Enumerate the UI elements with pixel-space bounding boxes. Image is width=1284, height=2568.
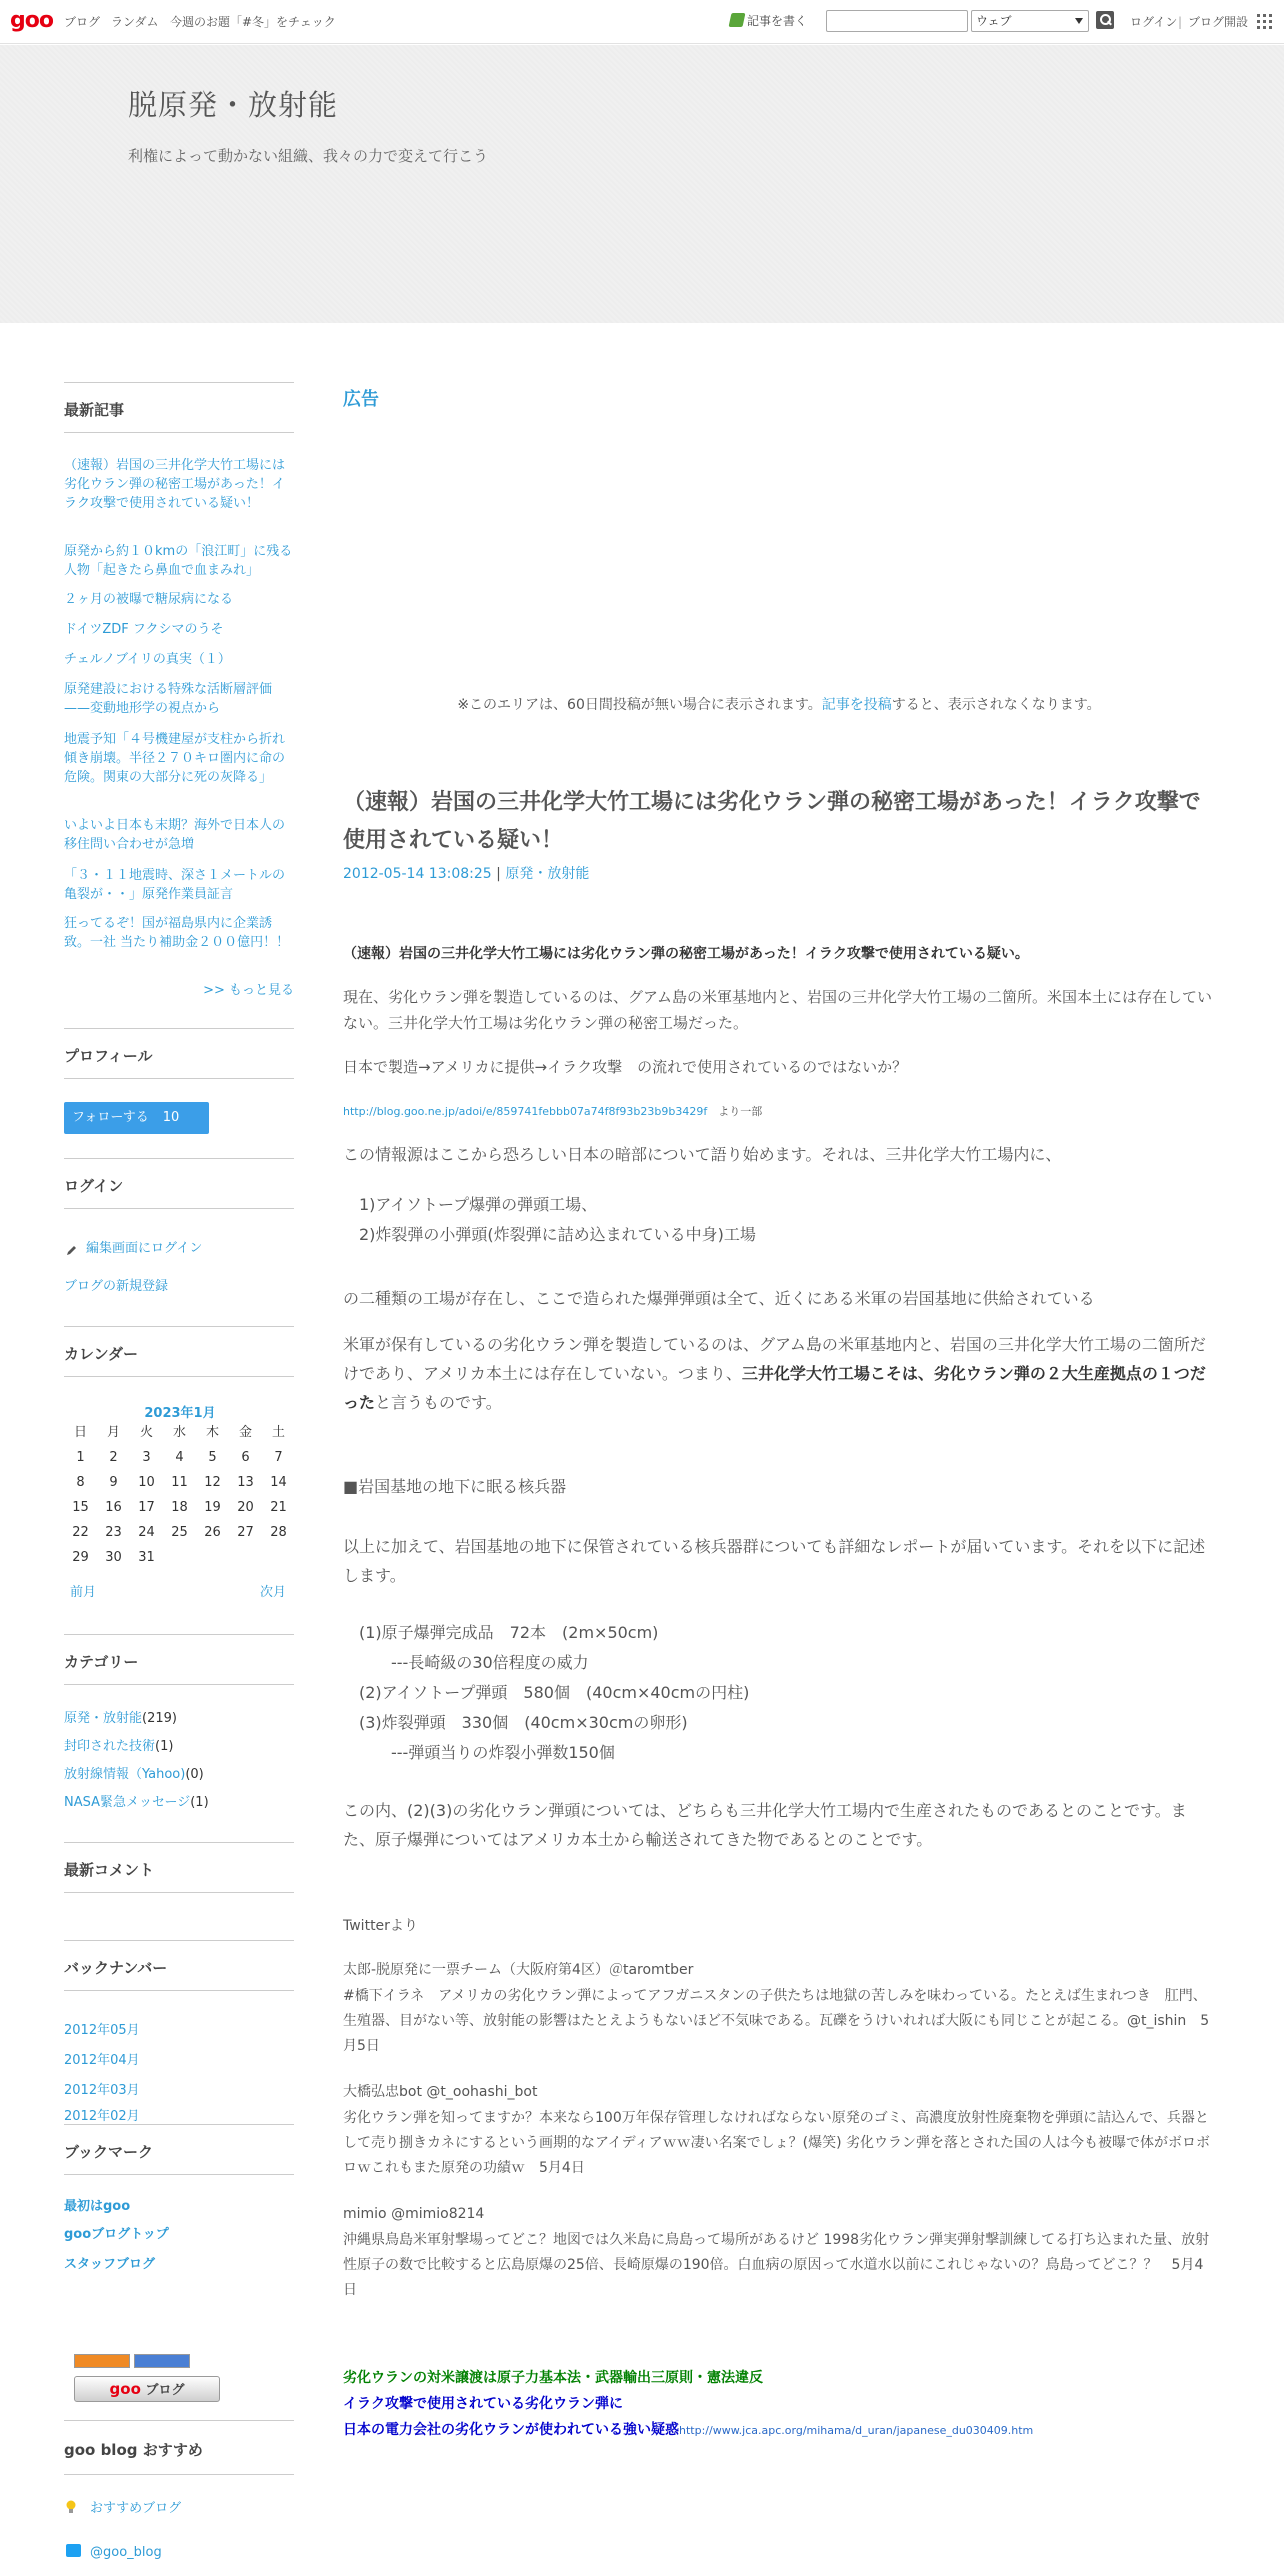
- calendar-day: 16: [105, 1500, 122, 1515]
- body-paragraph: 米軍が保有しているの劣化ウラン弾を製造しているのは、グアム島の米軍基地内と、岩国の三井化学大竹工場の二箇所だけであり、アメリカ本土には存在していない。つまり、三井化学大竹工場こそは、劣化ウラン弾の２大生産拠点の１つだったと言うものです。: [343, 1335, 1206, 1412]
- recent-article-link[interactable]: （速報）岩国の三井化学大竹工場には劣化ウラン弾の秘密工場があった！イラク攻撃で使用されている疑い！: [64, 458, 286, 511]
- calendar-day: 21: [270, 1500, 287, 1515]
- search-button[interactable]: [1096, 11, 1114, 29]
- category-item[interactable]: 放射線情報（Yahoo)(0): [64, 1767, 204, 1782]
- backnumber-link[interactable]: 2012年02月: [64, 2109, 140, 2124]
- calendar-weekday: 日: [73, 1425, 87, 1440]
- category-item[interactable]: NASA緊急メッセージ(1): [64, 1795, 209, 1810]
- divider: [64, 382, 294, 383]
- register-blog-link[interactable]: ブログの新規登録: [64, 1279, 169, 1294]
- calendar-day: 24: [138, 1525, 155, 1540]
- calendar-day: 7: [274, 1450, 283, 1465]
- tweet-author: 大橋弘忠bot @t_oohashi_bot: [343, 2084, 538, 2100]
- bookmark-title: ブックマーク: [64, 2143, 153, 2161]
- tweet-author: 太郎-脱原発に一票チーム（大阪府第4区）＠taromtber: [343, 1962, 694, 1978]
- calendar-day: 31: [138, 1550, 155, 1565]
- recent-article-link[interactable]: チェルノブイリの真実（１）: [64, 652, 231, 667]
- backnumber-title: バックナンバー: [64, 1959, 168, 1977]
- calendar-day: 5: [208, 1450, 217, 1465]
- related-link[interactable]: イラク攻撃で使用されている劣化ウラン弾に: [343, 2396, 623, 2412]
- edit-login-link[interactable]: 編集画面にログイン: [86, 1241, 203, 1256]
- weapons-list-item: ---弾頭当りの炸裂小弾数150個: [343, 1743, 615, 1762]
- calendar-day: 1: [76, 1450, 85, 1465]
- divider: [64, 1940, 294, 1941]
- calendar-day: 19: [204, 1500, 221, 1515]
- topbar-separator: |: [1178, 15, 1183, 29]
- recent-article-link[interactable]: 原発建設における特殊な活断層評価——変動地形学の視点から: [64, 682, 273, 716]
- backnumber-link[interactable]: 2012年05月: [64, 2023, 140, 2038]
- divider: [64, 1990, 294, 1991]
- calendar-day: 27: [237, 1525, 254, 1540]
- rss-badge[interactable]: [74, 2354, 130, 2368]
- calendar-day: 13: [237, 1475, 254, 1490]
- ad-note: ※このエリアは、60日間投稿が無い場合に表示されます。記事を投稿すると、表示されなくなります。: [457, 697, 1101, 713]
- top-bar: [0, 0, 1284, 44]
- tweet-author: mimio @mimio8214: [343, 2206, 485, 2222]
- calendar-day: 20: [237, 1500, 254, 1515]
- rss-badge[interactable]: [134, 2354, 190, 2368]
- lightbulb-icon: [66, 2500, 76, 2514]
- divider: [64, 1028, 294, 1029]
- body-paragraph: 現在、劣化ウラン弾を製造しているのは、グアム島の米軍基地内と、岩国の三井化学大竹工場の二箇所。米国本土には存在していない。三井化学大竹工場は劣化ウラン弾の秘密工場だった。: [343, 988, 1212, 1032]
- calendar-title: カレンダー: [64, 1345, 139, 1363]
- calendar-day: 17: [138, 1500, 155, 1515]
- calendar-day: 6: [241, 1450, 250, 1465]
- pencil-icon: [729, 13, 746, 27]
- category-item[interactable]: 封印された技術(1): [64, 1739, 174, 1754]
- post-article-link[interactable]: 記事を投稿: [821, 697, 892, 713]
- follower-count: 10: [162, 1110, 180, 1125]
- calendar-weekday: 土: [271, 1425, 285, 1440]
- related-url-link[interactable]: http://www.jca.apc.org/mihama/d_uran/japanese_du030409.htm: [679, 2424, 1034, 2437]
- entry-title[interactable]: （速報）岩国の三井化学大竹工場には劣化ウラン弾の秘密工場があった！イラク攻撃で使用されている疑い！: [343, 790, 1201, 853]
- source-url-link[interactable]: http://blog.goo.ne.jp/adoi/e/859741febbb07a74f8f93b23b9b3429f: [343, 1105, 708, 1118]
- blog-header: [0, 45, 1284, 323]
- twitter-link[interactable]: @goo_blog: [90, 2545, 162, 2560]
- calendar-weekday: 金: [238, 1425, 252, 1440]
- recent-comments-title: 最新コメント: [64, 1861, 155, 1879]
- recommend-title: goo blog おすすめ: [64, 2441, 203, 2459]
- blog-description: 利権によって動かない組織、我々の力で変えて行こう: [128, 147, 489, 165]
- calendar-day: 30: [105, 1550, 122, 1565]
- calendar-day: 8: [76, 1475, 85, 1490]
- weapons-list-item: (2)アイソトープ弾頭 580個 (40cm×40cmの円柱): [343, 1683, 750, 1702]
- calendar-day: 11: [171, 1475, 188, 1490]
- twitter-heading: Twitterより: [343, 1918, 418, 1934]
- divider: [64, 1158, 294, 1159]
- calendar-day: 14: [270, 1475, 287, 1490]
- calendar-day: 10: [138, 1475, 155, 1490]
- bookmark-link[interactable]: スタッフブログ: [64, 2257, 156, 2272]
- calendar-day: 4: [175, 1450, 184, 1465]
- more-articles-link[interactable]: >> もっと見る: [203, 983, 294, 998]
- calendar-day: 15: [72, 1500, 89, 1515]
- body-paragraph: の二種類の工場が存在し、ここで造られた爆弾弾頭は全て、近くにある米軍の岩国基地に供給されている: [343, 1289, 1095, 1308]
- divider: [64, 1892, 294, 1893]
- recent-article-link[interactable]: 地震予知「４号機建屋が支柱から折れ傾き崩壊。半径２７０キロ圏内に命の危険。関東の大部分に死の灰降る」: [64, 732, 286, 785]
- body-list-item: 1)アイソトープ爆弾の弾頭工場、: [343, 1195, 598, 1214]
- divider: [64, 1326, 294, 1327]
- goo-logo[interactable]: goo: [10, 8, 53, 33]
- divider: [64, 1684, 294, 1685]
- pencil-icon: [66, 1244, 78, 1256]
- calendar-day: 2: [109, 1450, 118, 1465]
- divider: [64, 2474, 294, 2475]
- calendar-prev-link[interactable]: 前月: [70, 1585, 97, 1600]
- follow-button[interactable]: フォローする 10: [64, 1102, 209, 1134]
- calendar-day: 25: [171, 1525, 188, 1540]
- calendar-day: 23: [105, 1525, 122, 1540]
- body-lead: （速報）岩国の三井化学大竹工場には劣化ウラン弾の秘密工場があった！イラク攻撃で使用されている疑い。: [343, 946, 1029, 962]
- nav-blog-link[interactable]: ブログ: [64, 15, 101, 29]
- recent-article-link[interactable]: ドイツZDF フクシマのうそ: [64, 622, 224, 637]
- calendar-weekday: 水: [172, 1425, 186, 1440]
- section-heading: ■岩国基地の地下に眠る核兵器: [343, 1477, 567, 1496]
- calendar-day: 28: [270, 1525, 287, 1540]
- weapons-list-item: (3)炸裂弾頭 330個 (40cm×30cmの卵形): [343, 1713, 688, 1732]
- body-paragraph: この内、(2)(3)の劣化ウラン弾頭については、どちらも三井化学大竹工場内で生産されたものであるとのことです。また、原子爆弾についてはアメリカ本土から輸送されてきた物であるとのことです。: [343, 1801, 1187, 1849]
- nav-random-link[interactable]: ランダム: [111, 15, 159, 29]
- weapons-list-item: (1)原子爆弾完成品 72本 (2m×50cm): [343, 1623, 659, 1642]
- calendar-weekday: 月: [106, 1425, 120, 1440]
- body-paragraph: 日本で製造→アメリカに提供→イラク攻撃 の流れで使用されているのではないか？: [343, 1058, 908, 1076]
- recent-article-link[interactable]: ２ヶ月の被曝で糖尿病になる: [64, 592, 234, 607]
- related-link[interactable]: 劣化ウランの対米譲渡は原子力基本法・武器輸出三原則・憲法違反: [343, 2370, 763, 2386]
- body-list-item: 2)炸裂弾の小弾頭(炸裂弾に詰め込まれている中身)工場: [343, 1225, 756, 1244]
- goo-blog-button[interactable]: goo ブログ: [74, 2376, 220, 2402]
- calendar-day: 26: [204, 1525, 221, 1540]
- divider: [64, 1634, 294, 1635]
- related-link[interactable]: 日本の電力会社の劣化ウランが使われている強い疑惑: [343, 2422, 679, 2438]
- bookmark-link[interactable]: 最初はgoo: [64, 2199, 131, 2214]
- calendar-next-link[interactable]: 次月: [260, 1585, 287, 1600]
- calendar-weekday: 木: [205, 1425, 219, 1440]
- search-scope-select[interactable]: ウェブ: [971, 10, 1089, 32]
- calendar-day: 3: [142, 1450, 151, 1465]
- body-paragraph: 以上に加えて、岩国基地の地下に保管されている核兵器群についても詳細なレポートが届いています。それを以下に記述します。: [343, 1537, 1206, 1585]
- divider: [64, 1376, 294, 1377]
- calendar-day: 9: [109, 1475, 118, 1490]
- calendar-day: 18: [171, 1500, 188, 1515]
- profile-title: プロフィール: [64, 1047, 153, 1065]
- chevron-down-icon: [1075, 18, 1083, 24]
- recent-article-link[interactable]: 原発から約１０kmの「浪江町」に残る人物「起きたら鼻血で血まみれ」: [64, 544, 293, 578]
- entry-date-link[interactable]: 2012-05-14 13:08:25: [343, 866, 492, 882]
- login-title: ログイン: [64, 1177, 124, 1195]
- backnumber-link[interactable]: 2012年04月: [64, 2053, 140, 2068]
- calendar-day: 29: [72, 1550, 89, 1565]
- calendar-month: 2023年1月: [144, 1406, 216, 1421]
- write-article-link[interactable]: 記事を書く: [730, 13, 807, 29]
- recent-article-link[interactable]: 狂ってるぞ！国が福島県内に企業誘致。一社 当たり補助金２００億円！！: [64, 916, 290, 950]
- divider: [64, 1078, 294, 1079]
- calendar-day: 12: [204, 1475, 221, 1490]
- search-input[interactable]: [826, 10, 968, 32]
- nav-topic-link[interactable]: 今週のお題「#冬」をチェック: [170, 15, 336, 29]
- calendar-day: 22: [72, 1525, 89, 1540]
- related-link-line: [343, 2418, 1215, 2443]
- twitter-icon: [66, 2544, 81, 2557]
- divider: [64, 2420, 294, 2421]
- calendar-weekday: 火: [139, 1425, 153, 1440]
- backnumber-link[interactable]: 2012年03月: [64, 2083, 140, 2098]
- recommend-blog-link[interactable]: おすすめブログ: [90, 2501, 182, 2516]
- category-title: カテゴリー: [64, 1653, 139, 1671]
- entry-meta: 2012-05-14 13:08:25 | 原発・放射能: [343, 866, 590, 882]
- divider: [64, 1842, 294, 1843]
- recent-articles-title: 最新記事: [64, 401, 125, 419]
- ad-title: 広告: [343, 389, 379, 410]
- divider: [64, 2124, 294, 2125]
- tweet-body: 沖縄県鳥島米軍射撃場ってどこ？地図では久米島に鳥島って場所があるけど 1998劣化ウラン弾実弾射撃訓練してる打ち込まれた量、放射性原子の数で比較すると広島原爆の25倍、長崎原爆の190倍。白血病の原因って水道水以前にこれじゃないの？鳥島ってどこ？？ 5月4日: [343, 2232, 1210, 2298]
- entry-category-link[interactable]: 原発・放射能: [505, 866, 590, 882]
- divider: [64, 2174, 294, 2175]
- backnumber-list[interactable]: [64, 2022, 296, 2124]
- body-paragraph: この情報源はここから恐ろしい日本の暗部について語り始めます。それは、三井化学大竹工場内に、: [343, 1145, 1062, 1164]
- recent-article-link[interactable]: 「３・１１地震時、深さ１メートルの亀裂が・・」原発作業員証言: [64, 868, 286, 902]
- login-link[interactable]: ログイン: [1130, 15, 1178, 29]
- recent-article-link[interactable]: いよいよ日本も末期？海外で日本人の移住問い合わせが急増: [64, 818, 286, 852]
- open-blog-link[interactable]: ブログ開設: [1188, 15, 1249, 29]
- tweet-body: 劣化ウラン弾を知ってますか？本来なら100万年保存管理しなければならない原発のゴミ、高濃度放射性廃棄物を弾頭に詰込んで、兵器として売り捌きカネにするという画期的なアイディアｗｗ凄い名案でしょ？(爆笑) 劣化ウラン弾を落とされた国の人は今も被曝で体がボロボロｗこれもまた原発の功績ｗ 5月4日: [343, 2110, 1210, 2176]
- category-item[interactable]: 原発・放射能(219): [64, 1711, 177, 1726]
- apps-grid-icon[interactable]: [1257, 14, 1273, 30]
- source-line: http://blog.goo.ne.jp/adoi/e/859741febbb07a74f8f93b23b9b3429f より一部: [343, 1105, 763, 1118]
- divider: [64, 432, 294, 433]
- weapons-list-item: ---長崎級の30倍程度の威力: [343, 1653, 589, 1672]
- tweet-body: #橋下イラネ アメリカの劣化ウラン弾によってアフガニスタンの子供たちは地獄の苦しみを味わっている。たとえば生まれつき 肛門、生殖器、目がない等、放射能の影響はたとえようもないほど不気味である。瓦礫をうけいれれば大阪にも同じことが起こる。@t_ishin 5月5日: [343, 1988, 1210, 2054]
- blog-title[interactable]: 脱原発・放射能: [128, 88, 339, 122]
- bookmark-link[interactable]: gooブログトップ: [64, 2227, 169, 2242]
- divider: [64, 1208, 294, 1209]
